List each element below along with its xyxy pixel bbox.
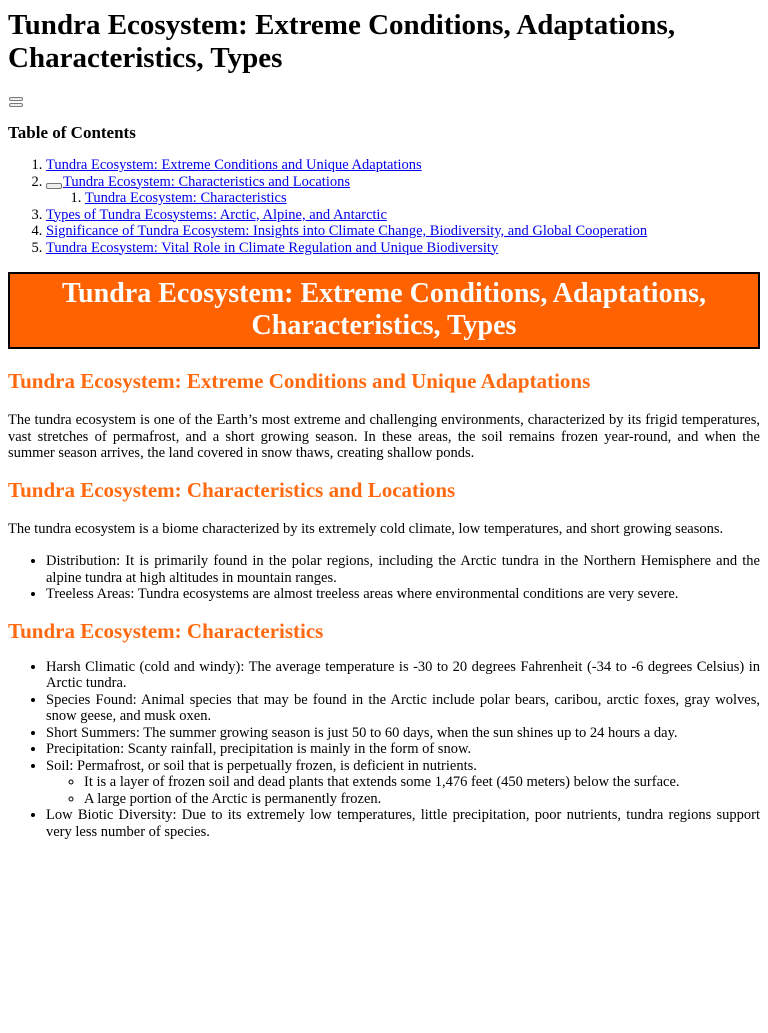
article-banner: Tundra Ecosystem: Extreme Conditions, Adaptations, Characteristics, Types	[8, 272, 760, 349]
section-list-3	[8, 659, 760, 841]
list-item: • Harsh Climatic (cold and windy): The average temperature is -30 to 20 degrees Fahrenheit (-34 to -6 degrees Celsius) in Arctic tundra.	[46, 659, 760, 692]
table-of-contents	[8, 157, 760, 256]
list-item: • Precipitation: Scanty rainfall, precipitation is mainly in the form of snow.	[46, 741, 760, 758]
toc-item	[46, 157, 760, 174]
toc-toggle-icon[interactable]	[9, 97, 23, 109]
toc-link-2-1[interactable]: Tundra Ecosystem: Characteristics	[85, 190, 287, 206]
section-heading-1: Tundra Ecosystem: Extreme Conditions and Unique Adaptations	[8, 369, 591, 393]
toc-link-5[interactable]: Tundra Ecosystem: Vital Role in Climate Regulation and Unique Biodiversity	[46, 239, 499, 256]
soil-sublist	[46, 774, 760, 807]
page-title: Tundra Ecosystem: Extreme Conditions, Adaptations, Characteristics, Types	[8, 9, 676, 74]
toc-link-2[interactable]: Tundra Ecosystem: Characteristics and Locations	[63, 173, 350, 190]
toc-item	[46, 174, 760, 207]
list-item: • Species Found: Animal species that may be found in the Arctic include polar bears, caribou, arctic foxes, gray wolves, snow geese, and musk oxen.	[46, 692, 760, 725]
list-item-text: Soil: Permafrost, or soil that is perpetually frozen, is deficient in nutrients.	[46, 757, 477, 774]
list-item	[46, 758, 760, 808]
toc-heading: Table of Contents	[8, 123, 136, 142]
toc-item	[46, 223, 760, 240]
toc-subitem	[85, 190, 760, 207]
toc-link-4[interactable]: Significance of Tundra Ecosystem: Insights into Climate Change, Biodiversity, and Global Cooperation	[46, 223, 648, 239]
toc-item	[46, 240, 760, 257]
toc-item	[46, 207, 760, 224]
section-paragraph-1: The tundra ecosystem is one of the Earth’s most extreme and challenging environments, characterized by its frigid temperatures, vast stretches of permafrost, and a short growing season. In these areas, the soil remains frozen year-round, and when the summer season arrives, the land covered in snow thaws, creating shallow ponds.	[8, 412, 760, 461]
list-item: • Treeless Areas: Tundra ecosystems are almost treeless areas where environmental conditions are very severe.	[46, 586, 760, 603]
article	[0, 9, 768, 840]
section-heading-2: Tundra Ecosystem: Characteristics and Locations	[8, 477, 456, 502]
sublist-item: ◦ It is a layer of frozen soil and dead plants that extends some 1,476 feet (450 meters) below the surface.	[84, 774, 760, 791]
list-item: • Low Biotic Diversity: Due to its extremely low temperatures, little precipitation, poor nutrients, tundra regions support very less number of species.	[46, 807, 760, 840]
section-heading-3: Tundra Ecosystem: Characteristics	[8, 618, 324, 643]
list-item: • Short Summers: The summer growing season is just 50 to 60 days, when the sun shines up to 24 hours a day.	[46, 725, 760, 742]
toc-link-3[interactable]: Types of Tundra Ecosystems: Arctic, Alpine, and Antarctic	[46, 206, 387, 223]
list-item: • Distribution: It is primarily found in the polar regions, including the Arctic tundra in the Northern Hemisphere and the alpine tundra at high altitudes in mountain ranges.	[46, 553, 760, 586]
section-list-2	[8, 553, 760, 603]
section-paragraph-2: The tundra ecosystem is a biome characterized by its extremely cold climate, low temperatures, and short growing seasons.	[8, 520, 724, 537]
toc-subtoggle-icon[interactable]	[46, 183, 62, 189]
sublist-item: ◦ A large portion of the Arctic is permanently frozen.	[84, 791, 760, 808]
toc-link-1[interactable]: Tundra Ecosystem: Extreme Conditions and Unique Adaptations	[46, 157, 422, 173]
